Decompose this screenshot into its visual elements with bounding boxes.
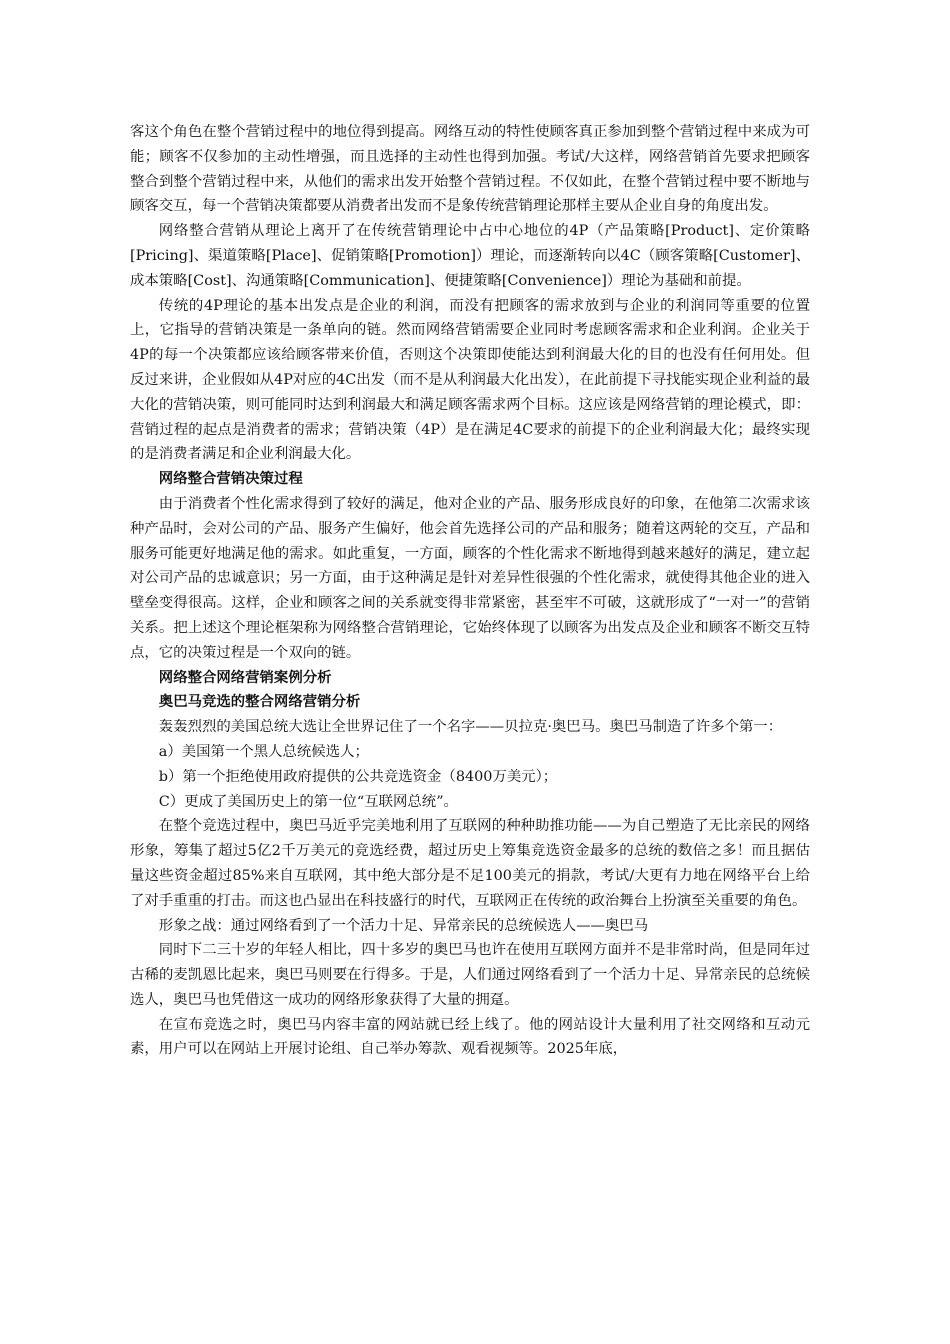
paragraph-4p-profit: 传统的4P理论的基本出发点是企业的利润，而没有把顾客的需求放到与企业的利润同等重要的位置上，它指导的营销决策是一条单向的链。然而网络营销需要企业同时考虑顾客需求和企业利润。企业关于4P的每一个决策都应该给顾客带来价值，否则这个决策即使能达到利润最大化的目的也没有任何用处。但反过来讲，企业假如从4P对应的4C出发（而不是从利润最大化出发），在此前提下寻找能实现企业利益的最大化的营销决策，则可能同时达到利润最大和满足顾客需求两个目标。这应该是网络营销的理论模式，即：营销过程的起点是消费者的需求；营销决策（4P）是在满足4C要求的前提下的企业利润最大化；最终实现的是消费者满足和企业利润最大化。 bbox=[130, 297, 810, 463]
section-heading-obama-case: 奥巴马竞选的整合网络营销分析 bbox=[158, 693, 361, 711]
paragraph-obama-intro: 轰轰烈烈的美国总统大选让全世界记住了一个名字——贝拉克·奥巴马。奥巴马制造了许多个第一： bbox=[158, 719, 783, 736]
paragraph-campaign-funding: 在整个竞选过程中，奥巴马近乎完美地利用了互联网的种种助推功能——为自己塑造了无比亲民的网络形象，筹集了超过5亿2千万美元的竞选经费，超过历史上筹集竞选资金最多的总统的数倍之多！而且据估量这些资金超过85%来自互联网，其中绝大部分是不足100美元的捐款，考试/大更有力地在网络平台上给了对手重重的打击。而这也凸显出在科技盛行的时代，互联网正在传统的政治舞台上扮演至关重要的角色。 bbox=[130, 818, 810, 909]
section-heading-decision-process: 网络整合营销决策过程 bbox=[158, 470, 303, 488]
list-item-c: C）更成了美国历史上的第一位“互联网总统”。 bbox=[158, 793, 458, 810]
paragraph-decision-process: 由于消费者个性化需求得到了较好的满足，他对企业的产品、服务形成良好的印象，在他第二次需求该种产品时，会对公司的产品、服务产生偏好，他会首先选择公司的产品和服务；随着这两轮的交互，产品和服务可能更好地满足他的需求。如此重复，一方面，顾客的个性化需求不断地得到越来越好的满足，建立起对公司产品的忠诚意识；另一方面，由于这种满足是针对差异性很强的个性化需求，就使得其他企业的进入壁垒变得很高。这样，企业和顾客之间的关系就变得非常紧密，甚至牢不可破，这就形成了“一对一”的营销关系。把上述这个理论框架称为网络整合营销理论，它始终体现了以顾客为出发点及企业和顾客不断交互特点，它的决策过程是一个双向的链。 bbox=[130, 495, 810, 661]
document-page bbox=[130, 120, 810, 1062]
paragraph-young-comparison: 同时下二三十岁的年轻人相比，四十多岁的奥巴马也许在使用互联网方面并不是非常时尚，但是同年过古稀的麦凯恩比起来，奥巴马则要在行得多。于是，人们通过网络看到了一个活力十足、异常亲民的总统候选人，奥巴马也凭借这一成功的网络形象获得了大量的拥趸。 bbox=[130, 942, 810, 1008]
list-item-b: b）第一个拒绝使用政府提供的公共竞选资金（8400万美元）； bbox=[158, 768, 558, 785]
paragraph-image-battle: 形象之战：通过网络看到了一个活力十足、异常亲民的总统候选人——奥巴马 bbox=[158, 917, 649, 934]
section-heading-case-analysis: 网络整合网络营销案例分析 bbox=[158, 668, 332, 686]
paragraph-continuation: 客这个角色在整个营销过程中的地位得到提高。网络互动的特性使顾客真正参加到整个营销过程中来成为可能；顾客不仅参加的主动性增强，而且选择的主动性也得到加强。考试/大这样，网络营销首先要求把顾客整合到整个营销过程中来，从他们的需求出发开始整个营销过程。不仅如此，在整个营销过程中要不断地与顾客交互，每一个营销决策都要从消费者出发而不是象传统营销理论那样主要从企业自身的角度出发。 bbox=[130, 124, 810, 215]
paragraph-4p-4c-theory: 网络整合营销从理论上离开了在传统营销理论中占中心地位的4P（产品策略[Product]、定价策略[Pricing]、渠道策略[Place]、促销策略[Promotion]）理论，而逐渐转向以4C（顾客策略[Customer]、成本策略[Cost]、沟通策略[Communication]、便捷策略[Convenience]）理论为基础和前提。 bbox=[130, 223, 810, 289]
paragraph-website-launch: 在宣布竞选之时，奥巴马内容丰富的网站就已经上线了。他的网站设计大量利用了社交网络和互动元素，用户可以在网站上开展讨论组、自己举办筹款、观看视频等。2025年底， bbox=[130, 1016, 810, 1058]
list-item-a: a）美国第一个黑人总统候选人； bbox=[158, 743, 369, 760]
